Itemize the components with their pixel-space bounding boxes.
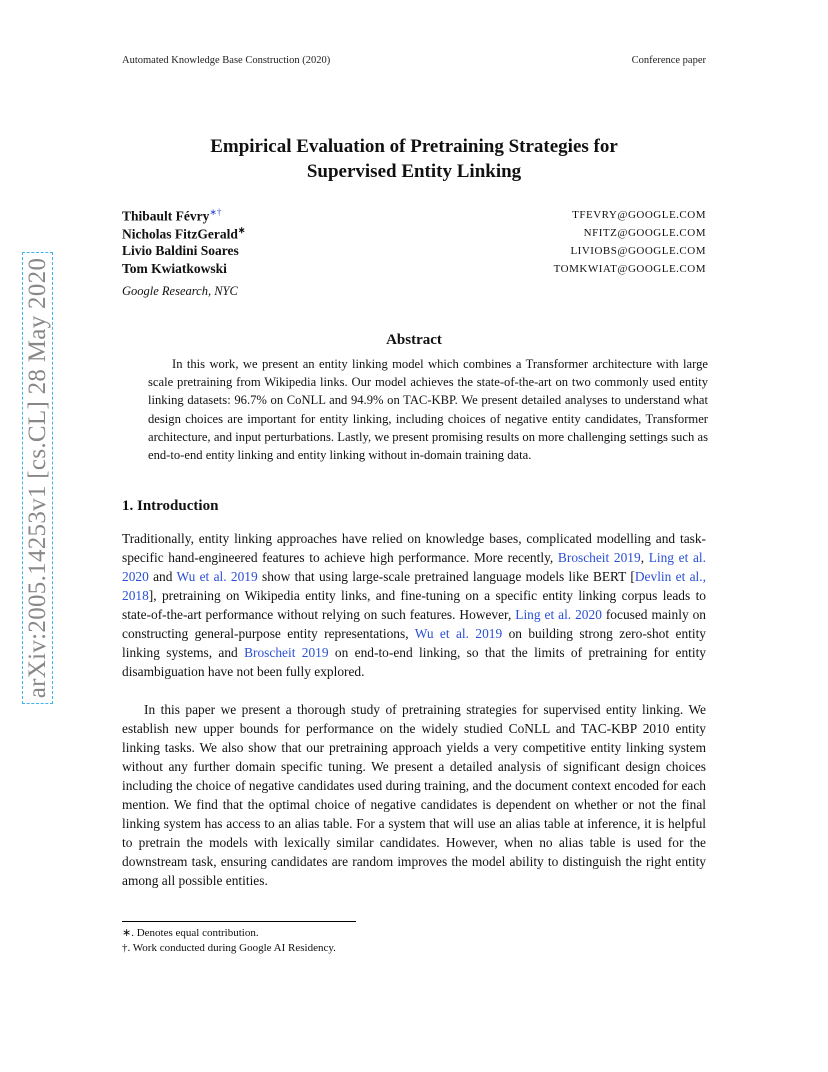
arxiv-identifier-stamp[interactable]: [22, 252, 53, 704]
citation-link[interactable]: Wu et al. 2019: [176, 569, 258, 585]
footnote: †. Work conducted during Google AI Residency.: [122, 942, 336, 954]
author-name: Nicholas FitzGerald∗: [122, 225, 246, 242]
author-name: Thibault Févry∗†: [122, 207, 222, 224]
arxiv-identifier-text: arXiv:2005.14253v1 [cs.CL] 28 May 2020: [23, 257, 51, 699]
citation-link[interactable]: Broscheit 2019: [557, 550, 641, 566]
author-email: TOMKWIAT@GOOGLE.COM: [553, 263, 706, 275]
citation-link[interactable]: Ling et al. 2020: [515, 607, 602, 623]
author-email: TFEVRY@GOOGLE.COM: [572, 209, 706, 221]
intro-paragraph-2: In this paper we present a thorough study of pretraining strategies for supervised entity linking. We establish new upper bounds for performance on the widely studied CoNLL and TAC-KBP 2010 entity linking tasks. We also show that our pretraining approach yields a very competitive entity linking system without any further domain specific tuning. We present a detailed analysis of significant design choices including the choice of negative candidates used during training, and the document context encoded for each mention. We find that the optimal choice of negative candidates is dependent on whether or not the final linking system has access to an alias table. For a system that will use an alias table at inference, it is helpful to pretrain the models with lexically similar candidates. However, when no alias table is used for the downstream task, ensuring candidates are random improves the model ability to distinguish the right entity among all possible entities.: [122, 702, 706, 889]
paper-title: [140, 134, 688, 184]
paragraph-text: ], pretraining on Wikipedia entity links, and fine-tuning on a specific entity linking corpus leads to state-of-the-art performance without relying on such features. However,: [122, 588, 706, 623]
author-email: LIVIOBS@GOOGLE.COM: [570, 245, 706, 257]
paragraph-text: show that using large-scale pretrained language models like BERT [: [257, 569, 635, 585]
paragraph-text: on building strong zero-shot entity linking systems, and: [122, 626, 706, 661]
affiliation: Google Research, NYC: [122, 284, 238, 298]
author-footnote-mark: ∗: [237, 225, 246, 235]
footnote: ∗. Denotes equal contribution.: [122, 927, 259, 939]
paragraph-text: focused mainly on constructing general-purpose entity representations,: [122, 607, 706, 642]
author-email: NFITZ@GOOGLE.COM: [583, 227, 706, 239]
citation-link[interactable]: Ling et al. 2020: [122, 550, 706, 585]
title-line-1: Empirical Evaluation of Pretraining Strategies for: [210, 136, 618, 157]
paragraph-text: on end-to-end linking, so that the limits of pretraining for entity disambiguation have not been fully explored.: [122, 645, 707, 680]
paragraph-text: ,: [640, 550, 649, 566]
author-name: Livio Baldini Soares: [122, 243, 239, 258]
abstract-heading: Abstract: [386, 332, 442, 348]
paragraph-text: and: [148, 569, 177, 585]
running-head-left: Automated Knowledge Base Construction (2020): [122, 55, 331, 66]
author-name: Tom Kwiatkowski: [122, 261, 227, 276]
citation-link[interactable]: Broscheit 2019: [244, 645, 329, 661]
running-head-right: Conference paper: [631, 55, 706, 66]
footnote-rule: [122, 921, 356, 922]
paragraph-text: Traditionally, entity linking approaches have relied on knowledge bases, complicated modelling and task-specific hand-engineered features to achieve high performance. More recently,: [122, 531, 706, 566]
section-heading: 1. Introduction: [122, 498, 219, 514]
author-footnote-mark[interactable]: ∗†: [209, 207, 222, 217]
intro-paragraph-1: [122, 529, 706, 681]
abstract-body: In this work, we present an entity linking model which combines a Transformer architecture with large scale pretraining from Wikipedia links. Our model achieves the state-of-the-art on two commonly used entity linking datasets: 96.7% on CoNLL and 94.9% on TAC-KBP. We present detailed analyses to understand what design choices are important for entity linking, including choices of negative entity candidates, Transformer architecture, and input perturbations. Lastly, we present promising results on more challenging settings such as end-to-end entity linking and entity linking without in-domain training data.: [148, 357, 708, 463]
title-line-2: Supervised Entity Linking: [306, 161, 522, 182]
citation-link[interactable]: Devlin et al., 2018: [122, 569, 706, 604]
citation-link[interactable]: Wu et al. 2019: [414, 626, 503, 642]
